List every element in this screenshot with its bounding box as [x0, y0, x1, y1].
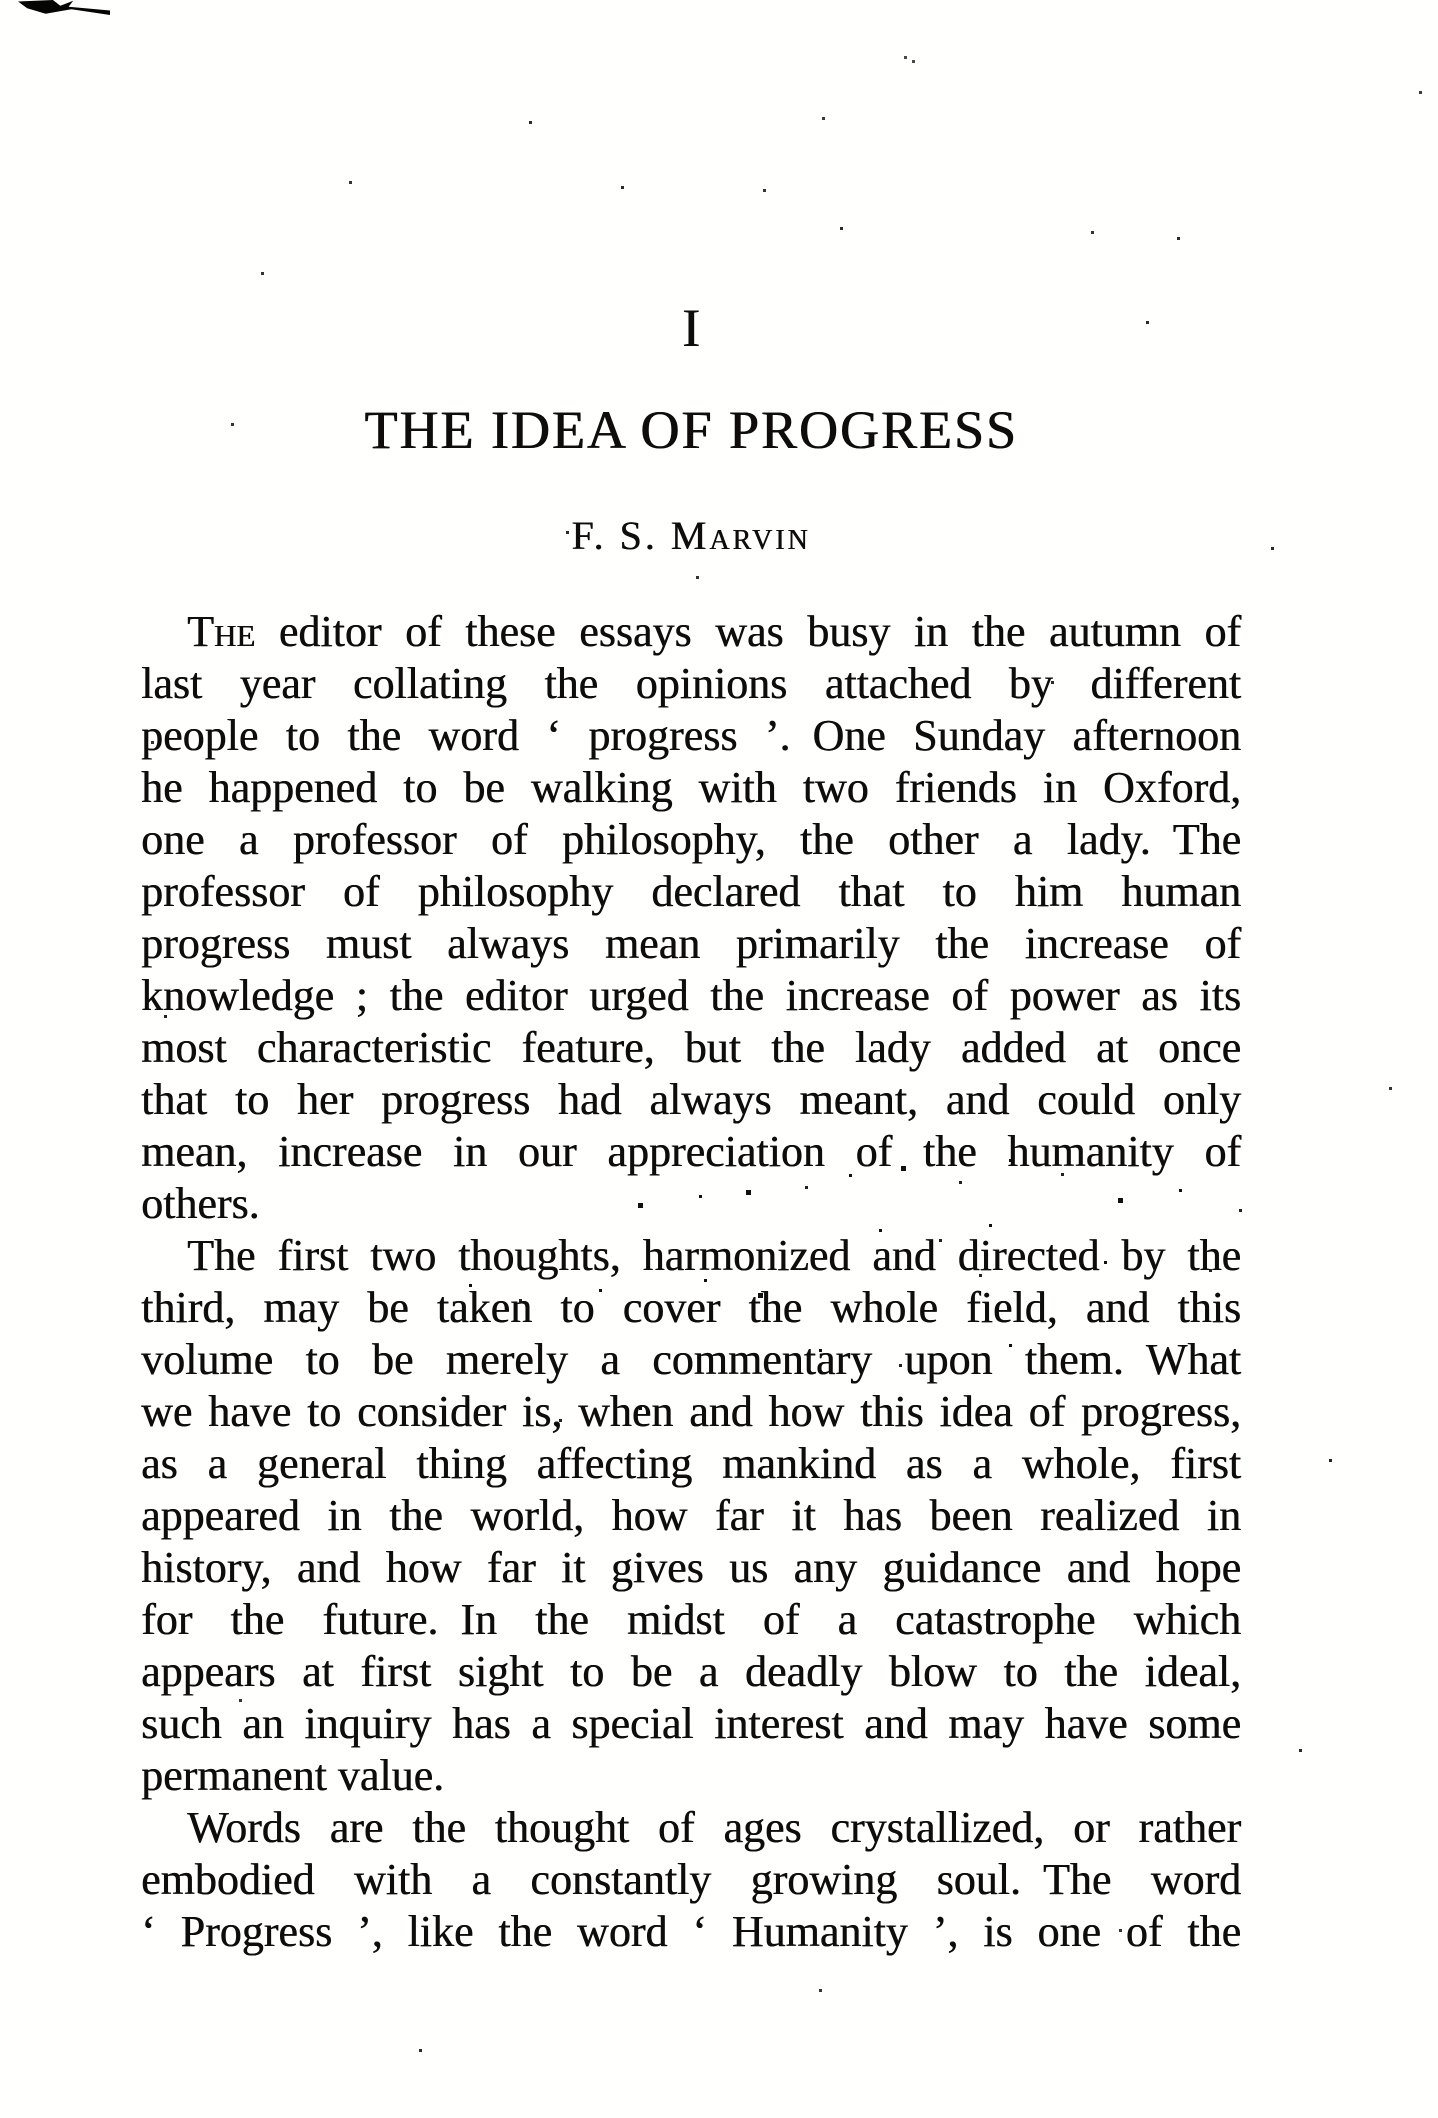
- text-line: knowledge ; the editor urged the increase of power as its: [141, 971, 1241, 1020]
- text-line: permanent value.: [141, 1751, 444, 1800]
- scan-artifact-top-left: [18, 0, 110, 15]
- lead-word: The: [187, 607, 256, 656]
- text-line: history, and how far it gives us any guidance and hope: [141, 1543, 1241, 1592]
- text-line: volume to be merely a commentary upon them. What: [141, 1335, 1241, 1384]
- text-line: people to the word ‘ progress ’. One Sunday afternoon: [141, 711, 1241, 760]
- text-line: as a general thing affecting mankind as a whole, first: [141, 1439, 1241, 1488]
- paragraph-3: [141, 1802, 1241, 1958]
- paragraph-1: [141, 606, 1241, 1230]
- text-line: professor of philosophy declared that to him human: [141, 867, 1241, 916]
- text-line: one a professor of philosophy, the other a lady. The: [141, 815, 1241, 864]
- text-line: he happened to be walking with two friends in Oxford,: [141, 763, 1241, 812]
- text-line: appeared in the world, how far it has been realized in: [141, 1491, 1241, 1540]
- scan-noise-specks: [0, 0, 1, 1]
- text-line: last year collating the opinions attached by different: [141, 659, 1241, 708]
- text-line: such an inquiry has a special interest and may have some: [141, 1699, 1241, 1748]
- text-line: appears at first sight to be a deadly blow to the ideal,: [141, 1647, 1241, 1696]
- text-line: for the future. In the midst of a catastrophe which: [141, 1595, 1241, 1644]
- text-line: The first two thoughts, harmonized and directed by the: [187, 1231, 1241, 1280]
- text-line: embodied with a constantly growing soul. The word: [141, 1855, 1241, 1904]
- body-text: [141, 606, 1241, 1958]
- text-line: mean, increase in our appreciation of the humanity of: [141, 1127, 1241, 1176]
- text-line: ‘ Progress ’, like the word ‘ Humanity ’, is one of the: [141, 1907, 1241, 1956]
- page-title: THE IDEA OF PROGRESS: [364, 400, 1018, 460]
- text-line: third, may be taken to cover the whole field, and this: [141, 1283, 1241, 1332]
- text-line: progress must always mean primarily the increase of: [141, 919, 1241, 968]
- text-line: Words are the thought of ages crystallized, or rather: [187, 1803, 1241, 1852]
- line-text: editor of these essays was busy in the autumn of: [278, 607, 1242, 656]
- text-line: that to her progress had always meant, and could only: [141, 1075, 1241, 1124]
- paragraph-2: [141, 1230, 1241, 1802]
- text-line: we have to consider is, when and how this idea of progress,: [141, 1387, 1241, 1436]
- text-line: others.: [141, 1179, 260, 1228]
- text-line: [141, 606, 1241, 658]
- author-name: F. S. Marvin: [571, 513, 811, 558]
- chapter-number: I: [682, 298, 700, 358]
- text-line: most characteristic feature, but the lady added at once: [141, 1023, 1241, 1072]
